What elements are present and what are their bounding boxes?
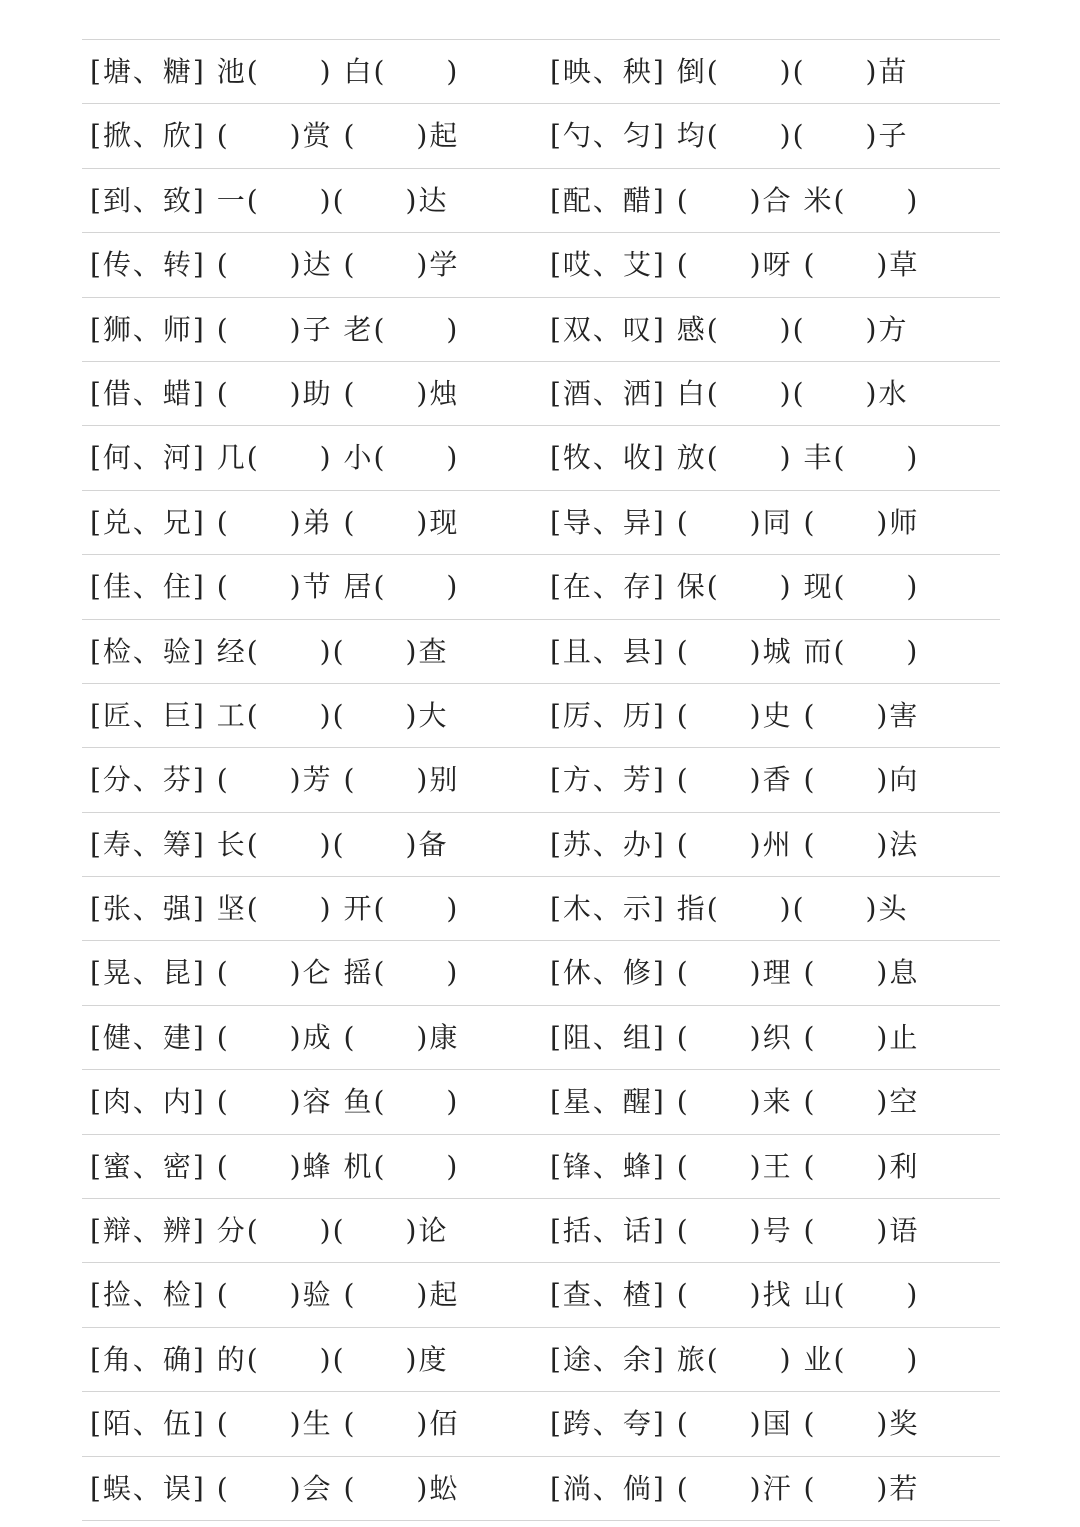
exercise-left: [借、蜡] ( )助 ( )烛	[90, 376, 460, 410]
worksheet	[82, 39, 1000, 1521]
exercise-right: [途、余] 旅( ) 业( )	[550, 1342, 920, 1376]
exercise-row	[82, 876, 1000, 940]
exercise-row	[82, 103, 1000, 167]
exercise-left: [蜜、密] ( )蜂 机( )	[90, 1149, 460, 1183]
exercise-left: [张、强] 坚( ) 开( )	[90, 892, 460, 926]
exercise-right: [木、示] 指( )( )头	[550, 892, 909, 926]
exercise-row	[82, 1069, 1000, 1133]
exercise-row	[82, 1134, 1000, 1198]
exercise-right: [双、叹] 感( )( )方	[550, 312, 909, 346]
exercise-left: [辩、辨] 分( )( )论	[90, 1214, 449, 1248]
exercise-row	[82, 361, 1000, 425]
exercise-left: [晃、昆] ( )仑 摇( )	[90, 956, 460, 990]
exercise-left: [兑、兄] ( )弟 ( )现	[90, 505, 460, 539]
exercise-right: [淌、倘] ( )汗 ( )若	[550, 1471, 920, 1505]
exercise-left: [匠、巨] 工( )( )大	[90, 698, 449, 732]
exercise-right: [酒、洒] 白( )( )水	[550, 376, 909, 410]
exercise-left: [到、致] 一( )( )达	[90, 183, 449, 217]
exercise-row	[82, 1327, 1000, 1391]
exercise-row	[82, 1005, 1000, 1069]
exercise-row	[82, 39, 1000, 103]
exercise-right: [跨、夸] ( )国 ( )奖	[550, 1407, 920, 1441]
exercise-left: [传、转] ( )达 ( )学	[90, 248, 460, 282]
exercise-left: [肉、内] ( )容 鱼( )	[90, 1085, 460, 1119]
exercise-row	[82, 1198, 1000, 1262]
exercise-right: [方、芳] ( )香 ( )向	[550, 763, 920, 797]
exercise-right: [在、存] 保( ) 现( )	[550, 570, 920, 604]
exercise-left: [何、河] 几( ) 小( )	[90, 441, 460, 475]
exercise-left: [狮、师] ( )子 老( )	[90, 312, 460, 346]
exercise-row	[82, 619, 1000, 683]
exercise-right: [且、县] ( )城 而( )	[550, 634, 920, 668]
exercise-row	[82, 747, 1000, 811]
exercise-left: [蜈、误] ( )会 ( )蚣	[90, 1471, 460, 1505]
exercise-right: [勺、匀] 均( )( )子	[550, 119, 909, 153]
exercise-row	[82, 683, 1000, 747]
exercise-left: [角、确] 的( )( )度	[90, 1342, 449, 1376]
exercise-row	[82, 812, 1000, 876]
exercise-right: [哎、艾] ( )呀 ( )草	[550, 248, 920, 282]
exercise-row	[82, 232, 1000, 296]
exercise-row	[82, 554, 1000, 618]
exercise-row	[82, 490, 1000, 554]
exercise-left: [佳、住] ( )节 居( )	[90, 570, 460, 604]
exercise-right: [阻、组] ( )织 ( )止	[550, 1020, 920, 1054]
exercise-right: [括、话] ( )号 ( )语	[550, 1214, 920, 1248]
exercise-row	[82, 425, 1000, 489]
exercise-left: [检、验] 经( )( )查	[90, 634, 449, 668]
exercise-row	[82, 1456, 1000, 1521]
exercise-right: [锋、蜂] ( )王 ( )利	[550, 1149, 920, 1183]
exercise-row	[82, 940, 1000, 1004]
exercise-left: [寿、筹] 长( )( )备	[90, 827, 449, 861]
exercise-row	[82, 168, 1000, 232]
exercise-right: [休、修] ( )理 ( )息	[550, 956, 920, 990]
exercise-row	[82, 1262, 1000, 1326]
exercise-right: [配、醋] ( )合 米( )	[550, 183, 920, 217]
exercise-left: [陌、伍] ( )生 ( )佰	[90, 1407, 460, 1441]
exercise-left: [捡、检] ( )验 ( )起	[90, 1278, 460, 1312]
exercise-left: [健、建] ( )成 ( )康	[90, 1020, 460, 1054]
exercise-left: [塘、糖] 池( ) 白( )	[90, 55, 460, 88]
exercise-row	[82, 1391, 1000, 1455]
exercise-right: [映、秧] 倒( )( )苗	[550, 55, 909, 88]
exercise-right: [星、醒] ( )来 ( )空	[550, 1085, 920, 1119]
exercise-right: [牧、收] 放( ) 丰( )	[550, 441, 920, 475]
exercise-right: [导、异] ( )同 ( )师	[550, 505, 920, 539]
exercise-right: [苏、办] ( )州 ( )法	[550, 827, 920, 861]
exercise-left: [分、芬] ( )芳 ( )别	[90, 763, 460, 797]
exercise-right: [查、楂] ( )找 山( )	[550, 1278, 920, 1312]
exercise-right: [厉、历] ( )史 ( )害	[550, 698, 920, 732]
exercise-row	[82, 297, 1000, 361]
exercise-left: [掀、欣] ( )赏 ( )起	[90, 119, 460, 153]
